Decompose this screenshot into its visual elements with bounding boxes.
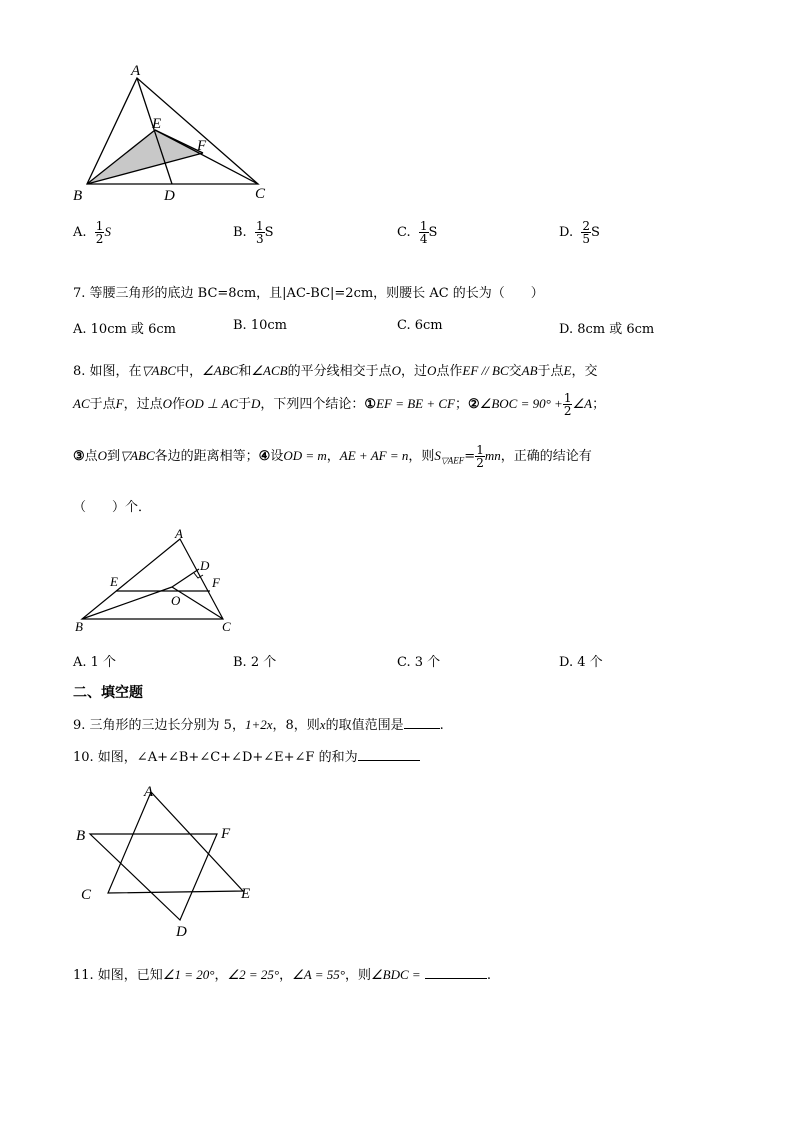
fraction: $\frac{1}{2}$ [95, 219, 104, 246]
label-a: A [131, 63, 141, 79]
question-11: 11. 如图，已知∠1 = 20°，∠2 = 25°，∠A = 55°，则∠BDC = . [73, 967, 491, 983]
figure-triangle-q8 [60, 525, 250, 640]
answer-blank[interactable] [358, 748, 420, 761]
q8-option-b[interactable]: B. 2 个 [233, 655, 277, 670]
label-f: F [221, 826, 231, 842]
label-d: D [176, 924, 187, 940]
label-b: B [76, 828, 86, 844]
label-d: D [200, 558, 210, 573]
answer-blank[interactable] [425, 966, 487, 979]
q8-option-d[interactable]: D. 4 个 [559, 655, 603, 670]
figure-triangle-q6 [60, 58, 290, 208]
label-d: D [164, 188, 175, 204]
section-heading: 二、填空题 [73, 685, 143, 701]
question-8-line-1: 8. 如图，在▽ABC中，∠ABC和∠ACB的平分线相交于点O，过O点作EF // BC交AB于点E，交 [73, 363, 598, 379]
q7-option-c[interactable]: C. 6cm [397, 318, 443, 333]
segment-bo [82, 587, 172, 619]
q7-option-a[interactable]: A. 10cm 或 6cm [73, 322, 176, 337]
q7-option-b[interactable]: B. 10cm [233, 318, 287, 333]
label-b: B [73, 188, 83, 204]
fraction: $\frac{1}{4}$ [419, 219, 428, 246]
fraction: $\frac{2}{5}$ [582, 219, 590, 246]
label-f: F [197, 138, 207, 154]
question-7: 7. 等腰三角形的底边 BC=8cm，且|AC-BC|=2cm，则腰长 AC 的长为（ ） [73, 286, 544, 301]
label-e: E [152, 116, 162, 132]
question-9: 9. 三角形的三边长分别为 5，1+2x，8，则x的取值范围是 . [73, 717, 444, 733]
label-b: B [75, 619, 83, 634]
question-8-line-4: （ ）个． [73, 500, 152, 515]
answer-blank[interactable] [404, 716, 440, 729]
label-a: A [144, 784, 154, 800]
triangle-bdf [90, 834, 217, 920]
q6-option-d[interactable]: D. $\frac{2}{5}$ S [559, 219, 600, 246]
question-8-line-2: AC于点F，过点O作OD ⊥ AC于D，下列四个结论：①EF = BE + CF；②∠BOC = 90° + $\frac{1}{2}$ ∠A； [73, 391, 606, 418]
q6-option-a[interactable]: A. $\frac{1}{2}$ S [73, 219, 111, 246]
q7-option-d[interactable]: D. 8cm 或 6cm [559, 322, 655, 337]
q8-option-a[interactable]: A. 1 个 [73, 655, 117, 670]
question-8-line-3: ③点O到▽ABC各边的距离相等；④设OD = m，AE + AF = n，则$S_{▽AEF}=$ $\frac{1}{2}$ mn，正确的结论有 [73, 443, 592, 470]
question-10: 10. 如图，∠A+∠B+∠C+∠D+∠E+∠F 的和为 [73, 746, 420, 765]
q6-option-b[interactable]: B. $\frac{1}{3}$ S [233, 219, 274, 246]
label-e: E [241, 886, 251, 902]
segment-od [172, 569, 199, 587]
label-f: F [212, 575, 220, 590]
label-a: A [175, 526, 183, 541]
q8-option-c[interactable]: C. 3 个 [397, 655, 441, 670]
triangle-ace [108, 792, 243, 893]
triangle-abc [82, 539, 223, 619]
q6-option-c[interactable]: C. $\frac{1}{4}$ S [397, 219, 438, 246]
label-o: O [171, 593, 181, 608]
figure-star-q10 [65, 778, 275, 943]
label-c: C [255, 186, 266, 202]
label-e: E [110, 574, 118, 589]
label-c: C [222, 619, 231, 634]
fraction: $\frac{1}{3}$ [255, 219, 264, 246]
fraction: $\frac{1}{2}$ [563, 391, 572, 418]
label-c: C [81, 887, 92, 903]
fraction: $\frac{1}{2}$ [476, 443, 484, 470]
